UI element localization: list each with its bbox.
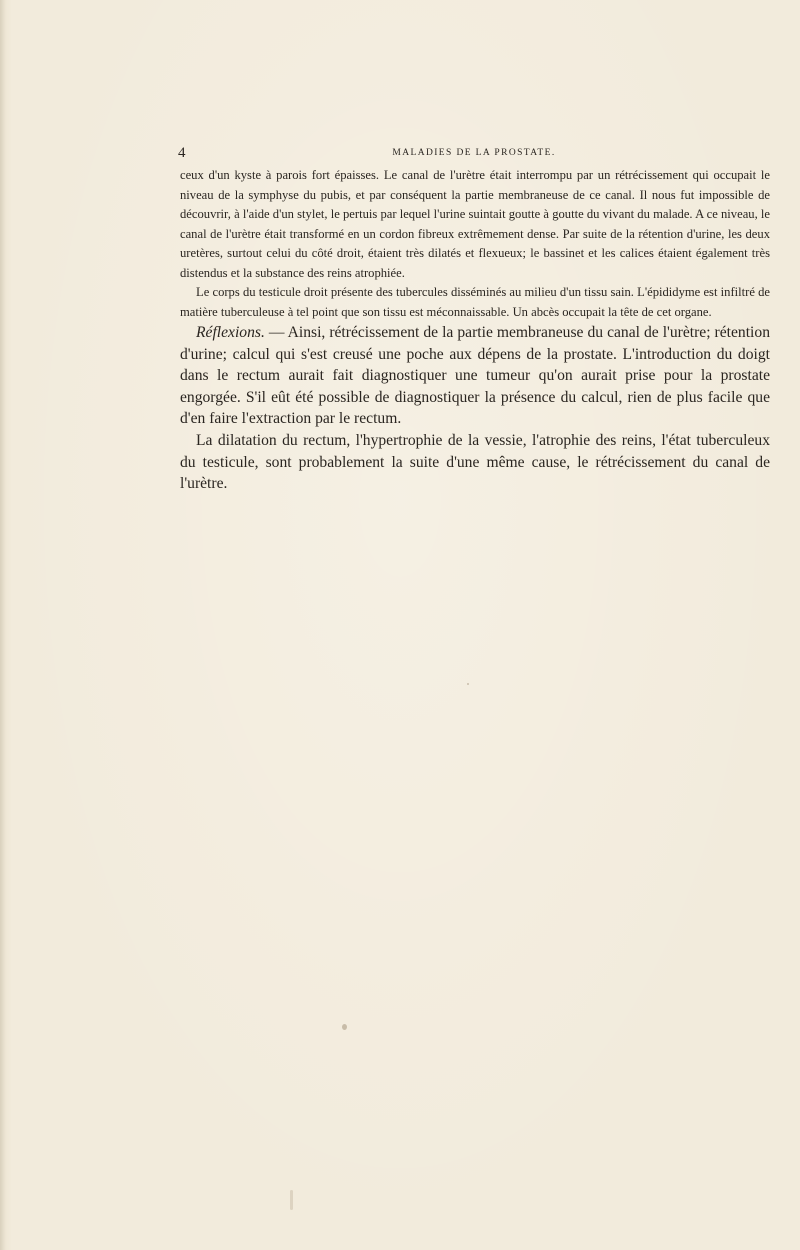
reflexions-heading: Réflexions. bbox=[196, 324, 265, 341]
running-head bbox=[178, 144, 770, 162]
running-title: MALADIES DE LA PROSTATE. bbox=[392, 148, 556, 158]
paper-speck bbox=[290, 1190, 293, 1210]
case-paragraph-1: ceux d'un kyste à parois fort épaisses. Le canal de l'urètre était interrompu par un rétrécissement qui occupait le niveau de la symphyse du pubis, et par conséquent la partie membraneuse de ce canal. Il nous fut impossible de découvrir, à l'aide d'un stylet, le pertuis par lequel l'urine suintait goutte à goutte du vivant du malade. A ce niveau, le canal de l'urètre était transformé en un cordon fibreux extrêmement dense. Par suite de la rétention d'urine, les deux uretères, surtout celui du côté droit, étaient très dilatés et flexueux; le bassinet et les calices étaient également très distendus et la substance des reins atrophiée. bbox=[180, 168, 770, 280]
binding-edge bbox=[0, 0, 12, 1250]
page-number: 4 bbox=[178, 145, 186, 161]
paper-speck bbox=[342, 1024, 347, 1030]
reflexions-paragraph-1 bbox=[180, 322, 770, 430]
reflexions-section bbox=[180, 322, 770, 495]
reflexions-paragraph-1-text: — Ainsi, rétrécissement de la partie membraneuse du canal de l'urètre; rétention d'urine; calcul qui s'est creusé une poche aux dépens de la prostate. L'introduction du doigt dans le rectum aurait fait diagnostiquer une tumeur qu'on aurait prise pour la prostate engorgée. S'il eût été possible de diagnostiquer la présence du calcul, rien de plus facile que d'en faire l'extraction par le rectum. bbox=[180, 324, 770, 428]
paper-speck bbox=[467, 683, 469, 685]
reflexions-paragraph-2: La dilatation du rectum, l'hypertrophie de la vessie, l'atrophie des reins, l'état tuberculeux du testicule, sont probablement la suite d'une même cause, le rétrécissement du canal de l'urètre. bbox=[180, 431, 770, 493]
case-paragraph-2: Le corps du testicule droit présente des tubercules disséminés au milieu d'un tissu sain. L'épididyme est infiltré de matière tuberculeuse à tel point que son tissu est méconnaissable. Un abcès occupait la tête de cet organe. bbox=[180, 285, 770, 319]
case-description bbox=[180, 166, 770, 322]
